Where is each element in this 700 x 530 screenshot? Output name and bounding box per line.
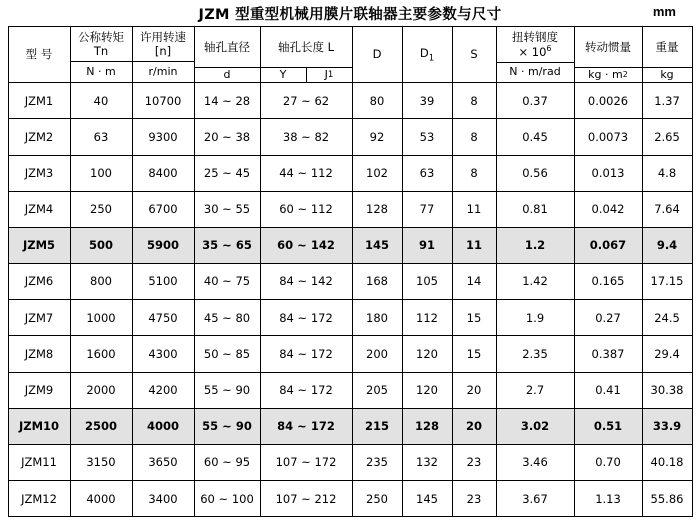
- cell-model: JZM12: [8, 481, 70, 517]
- cell-D: 200: [352, 336, 402, 372]
- cell-torque: 3150: [70, 445, 132, 481]
- cell-inertia: 0.0026: [574, 83, 642, 119]
- header-bore-diameter: [194, 27, 260, 83]
- cell-model: JZM4: [8, 191, 70, 227]
- cell-S: 15: [452, 336, 496, 372]
- cell-torque: 63: [70, 119, 132, 155]
- cell-stiffness: 1.42: [496, 264, 574, 300]
- cell-bore-diameter: 30 ~ 55: [194, 191, 260, 227]
- cell-inertia: 1.13: [574, 481, 642, 517]
- cell-bore-length: 44 ~ 112: [260, 155, 352, 191]
- cell-stiffness: 0.45: [496, 119, 574, 155]
- header-bore-diameter-unit: d: [223, 68, 231, 82]
- cell-D: 250: [352, 481, 402, 517]
- header-stiffness: [496, 27, 574, 83]
- cell-inertia: 0.41: [574, 372, 642, 408]
- table-row: [8, 481, 692, 517]
- cell-bore-diameter: 60 ~ 95: [194, 445, 260, 481]
- cell-D: 128: [352, 191, 402, 227]
- cell-model: JZM10: [8, 408, 70, 444]
- header-speed-unit: r/min: [148, 65, 178, 79]
- header-row: [8, 27, 692, 83]
- cell-bore-diameter: 55 ~ 90: [194, 372, 260, 408]
- specification-table: [8, 26, 693, 517]
- cell-torque: 1600: [70, 336, 132, 372]
- cell-model: JZM8: [8, 336, 70, 372]
- table-row: [8, 372, 692, 408]
- header-speed-line2: [n]: [154, 44, 172, 59]
- header-model: [8, 27, 70, 83]
- cell-bore-diameter: 60 ~ 100: [194, 481, 260, 517]
- table-header: [8, 27, 692, 83]
- cell-inertia: 0.387: [574, 336, 642, 372]
- cell-bore-length: 60 ~ 142: [260, 227, 352, 263]
- cell-stiffness: 1.9: [496, 300, 574, 336]
- header-model-label: 型 号: [25, 47, 53, 62]
- table-row: [8, 408, 692, 444]
- header-inertia-line1: 转动惯量: [585, 40, 631, 54]
- cell-D1: 63: [402, 155, 452, 191]
- cell-S: 20: [452, 372, 496, 408]
- cell-D1: 120: [402, 372, 452, 408]
- cell-speed: 3650: [132, 445, 194, 481]
- table-row: [8, 119, 692, 155]
- cell-model: JZM2: [8, 119, 70, 155]
- table-row: [8, 264, 692, 300]
- cell-model: JZM1: [8, 83, 70, 119]
- table-row: [8, 191, 692, 227]
- table-row: [8, 336, 692, 372]
- header-speed: [132, 27, 194, 83]
- cell-speed: 8400: [132, 155, 194, 191]
- cell-bore-diameter: 25 ~ 45: [194, 155, 260, 191]
- header-bore-length-line1: 轴孔长度 L: [277, 40, 335, 54]
- header-mass-line1: 重量: [655, 40, 679, 54]
- cell-bore-diameter: 35 ~ 65: [194, 227, 260, 263]
- cell-S: 8: [452, 119, 496, 155]
- cell-speed: 4750: [132, 300, 194, 336]
- cell-model: JZM7: [8, 300, 70, 336]
- cell-D1: 128: [402, 408, 452, 444]
- header-inertia-unit: kg · m 2: [588, 68, 628, 82]
- cell-bore-diameter: 20 ~ 38: [194, 119, 260, 155]
- cell-bore-diameter: 14 ~ 28: [194, 83, 260, 119]
- cell-torque: 4000: [70, 481, 132, 517]
- cell-bore-diameter: 40 ~ 75: [194, 264, 260, 300]
- cell-speed: 3400: [132, 481, 194, 517]
- cell-mass: 7.64: [642, 191, 692, 227]
- cell-mass: 4.8: [642, 155, 692, 191]
- cell-D1: 39: [402, 83, 452, 119]
- header-D-label: D: [372, 47, 382, 62]
- cell-mass: 2.65: [642, 119, 692, 155]
- header-stiffness-unit: N · m/rad: [509, 65, 561, 79]
- cell-S: 8: [452, 155, 496, 191]
- header-torque-line1: 公称转矩: [78, 30, 124, 44]
- cell-inertia: 0.067: [574, 227, 642, 263]
- cell-S: 23: [452, 481, 496, 517]
- cell-stiffness: 0.56: [496, 155, 574, 191]
- cell-speed: 6700: [132, 191, 194, 227]
- cell-bore-length: 84 ~ 172: [260, 300, 352, 336]
- cell-speed: 4200: [132, 372, 194, 408]
- header-speed-line1: 许用转速: [140, 30, 186, 44]
- cell-torque: 2000: [70, 372, 132, 408]
- cell-inertia: 0.042: [574, 191, 642, 227]
- cell-D1: 53: [402, 119, 452, 155]
- header-stiffness-line2: × $10^6$: [518, 44, 552, 60]
- cell-D1: 91: [402, 227, 452, 263]
- cell-mass: 40.18: [642, 445, 692, 481]
- cell-D: 92: [352, 119, 402, 155]
- cell-mass: 24.5: [642, 300, 692, 336]
- cell-bore-length: 84 ~ 142: [260, 264, 352, 300]
- header-stiffness-line1: 扭转钢度: [512, 30, 558, 44]
- cell-stiffness: 3.67: [496, 481, 574, 517]
- cell-D1: 132: [402, 445, 452, 481]
- title-row: [0, 0, 700, 26]
- cell-bore-diameter: 45 ~ 80: [194, 300, 260, 336]
- cell-mass: 30.38: [642, 372, 692, 408]
- header-S-label: S: [470, 47, 478, 62]
- cell-model: JZM11: [8, 445, 70, 481]
- cell-S: 11: [452, 191, 496, 227]
- cell-S: 8: [452, 83, 496, 119]
- cell-D: 215: [352, 408, 402, 444]
- cell-inertia: 0.013: [574, 155, 642, 191]
- header-mass: [642, 27, 692, 83]
- cell-inertia: 0.165: [574, 264, 642, 300]
- cell-torque: 500: [70, 227, 132, 263]
- cell-bore-length: 27 ~ 62: [260, 83, 352, 119]
- cell-stiffness: 0.37: [496, 83, 574, 119]
- header-S: [452, 27, 496, 83]
- cell-S: 20: [452, 408, 496, 444]
- cell-D: 168: [352, 264, 402, 300]
- cell-mass: 17.15: [642, 264, 692, 300]
- header-D1-label: $D_1$: [419, 45, 435, 63]
- cell-S: 14: [452, 264, 496, 300]
- header-bore-diameter-line1: 轴孔直径: [204, 40, 250, 54]
- cell-stiffness: 3.46: [496, 445, 574, 481]
- cell-S: 23: [452, 445, 496, 481]
- table-body: [8, 83, 692, 517]
- cell-speed: 5900: [132, 227, 194, 263]
- header-torque: [70, 27, 132, 83]
- cell-bore-length: 107 ~ 212: [260, 481, 352, 517]
- cell-D: 102: [352, 155, 402, 191]
- cell-bore-length: 84 ~ 172: [260, 408, 352, 444]
- table-row: [8, 445, 692, 481]
- header-torque-unit: N · m: [86, 65, 116, 79]
- cell-bore-length: 38 ~ 82: [260, 119, 352, 155]
- cell-inertia: 0.0073: [574, 119, 642, 155]
- cell-mass: 55.86: [642, 481, 692, 517]
- cell-stiffness: 1.2: [496, 227, 574, 263]
- cell-model: JZM5: [8, 227, 70, 263]
- cell-bore-length: 84 ~ 172: [260, 372, 352, 408]
- cell-D1: 105: [402, 264, 452, 300]
- cell-bore-length: 107 ~ 172: [260, 445, 352, 481]
- cell-mass: 29.4: [642, 336, 692, 372]
- cell-D: 80: [352, 83, 402, 119]
- cell-stiffness: 3.02: [496, 408, 574, 444]
- cell-S: 15: [452, 300, 496, 336]
- cell-torque: 40: [70, 83, 132, 119]
- cell-stiffness: 2.35: [496, 336, 574, 372]
- cell-bore-diameter: 50 ~ 85: [194, 336, 260, 372]
- cell-torque: 800: [70, 264, 132, 300]
- cell-speed: 4000: [132, 408, 194, 444]
- table-row: [8, 300, 692, 336]
- cell-mass: 1.37: [642, 83, 692, 119]
- header-D: [352, 27, 402, 83]
- cell-speed: 9300: [132, 119, 194, 155]
- cell-D: 205: [352, 372, 402, 408]
- table-row: [8, 227, 692, 263]
- cell-D: 235: [352, 445, 402, 481]
- cell-stiffness: 2.7: [496, 372, 574, 408]
- cell-bore-diameter: 55 ~ 90: [194, 408, 260, 444]
- cell-bore-length: 60 ~ 112: [260, 191, 352, 227]
- cell-torque: 1000: [70, 300, 132, 336]
- cell-inertia: 0.70: [574, 445, 642, 481]
- header-D1: [402, 27, 452, 83]
- cell-D1: 120: [402, 336, 452, 372]
- cell-mass: 33.9: [642, 408, 692, 444]
- cell-torque: 100: [70, 155, 132, 191]
- cell-model: JZM6: [8, 264, 70, 300]
- cell-stiffness: 0.81: [496, 191, 574, 227]
- cell-speed: 5100: [132, 264, 194, 300]
- header-bore-length-y: Y: [279, 68, 287, 82]
- cell-inertia: 0.51: [574, 408, 642, 444]
- header-bore-length: [260, 27, 352, 83]
- header-mass-unit: kg: [660, 68, 674, 82]
- header-inertia: [574, 27, 642, 83]
- cell-torque: 2500: [70, 408, 132, 444]
- cell-D1: 145: [402, 481, 452, 517]
- page-title: JZM 型重型机械用膜片联轴器主要参数与尺寸: [198, 6, 502, 23]
- unit-label: mm: [652, 4, 676, 19]
- cell-S: 11: [452, 227, 496, 263]
- table-row: [8, 155, 692, 191]
- cell-speed: 4300: [132, 336, 194, 372]
- cell-speed: 10700: [132, 83, 194, 119]
- table-row: [8, 83, 692, 119]
- cell-bore-length: 84 ~ 172: [260, 336, 352, 372]
- cell-inertia: 0.27: [574, 300, 642, 336]
- header-bore-length-j1: J 1: [306, 68, 352, 82]
- cell-torque: 250: [70, 191, 132, 227]
- cell-model: JZM9: [8, 372, 70, 408]
- cell-model: JZM3: [8, 155, 70, 191]
- header-torque-line2: Tn: [93, 44, 109, 59]
- cell-D: 180: [352, 300, 402, 336]
- cell-D1: 77: [402, 191, 452, 227]
- cell-D: 145: [352, 227, 402, 263]
- cell-mass: 9.4: [642, 227, 692, 263]
- cell-D1: 112: [402, 300, 452, 336]
